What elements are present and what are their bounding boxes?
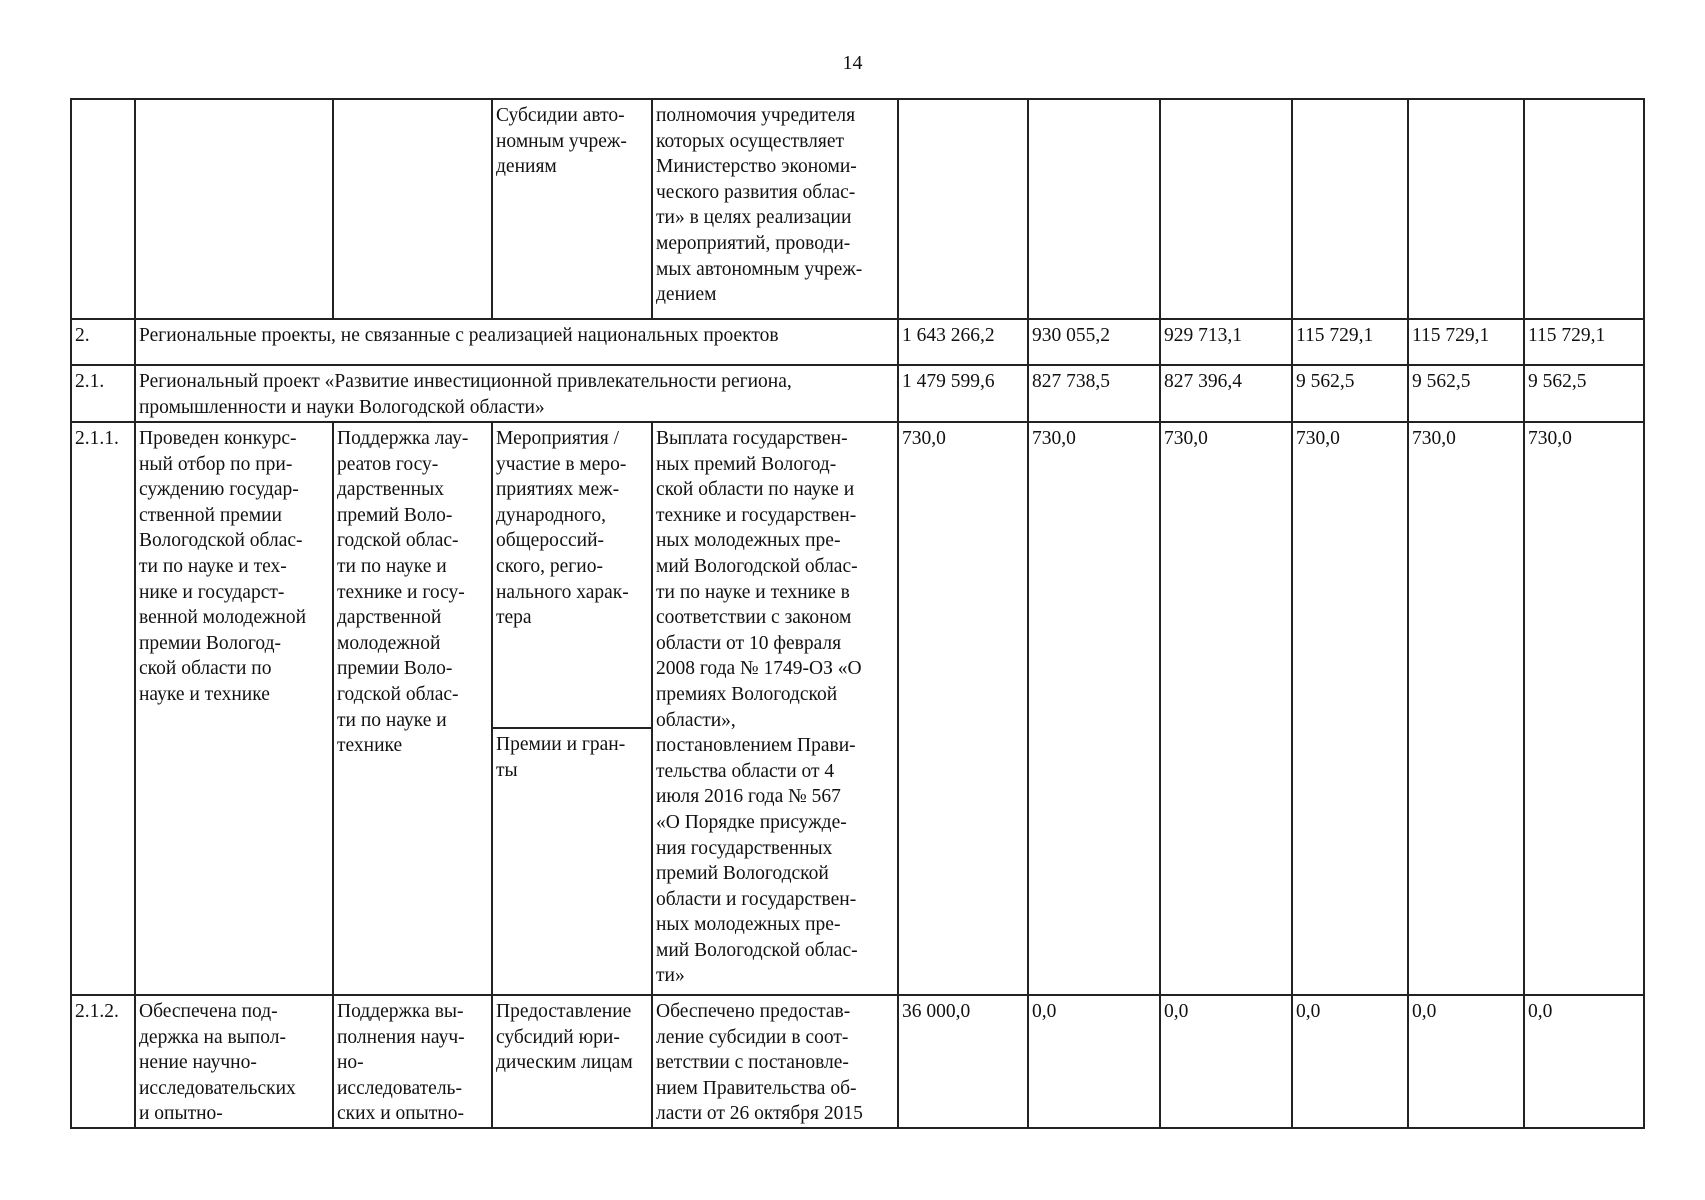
- value-cell: 0,0: [1160, 995, 1292, 1128]
- value-cell: 827 396,4: [1160, 365, 1292, 422]
- value-cell: 930 055,2: [1028, 319, 1160, 365]
- event-description-cell: полномочия учредителя которых осуществляет Министерство экономи- ческого развития облас- ти» в целях реализации мероприятий, проводи- мых автономным учреж- дением: [652, 99, 898, 319]
- value-cell: 730,0: [1524, 422, 1644, 995]
- row-number: 2.1.: [71, 365, 135, 422]
- value-cell: 1 479 599,6: [898, 365, 1028, 422]
- row-number: 2.1.1.: [71, 422, 135, 995]
- value-cell: 9 562,5: [1292, 365, 1408, 422]
- measure-cell: Поддержка лау- реатов госу- дарственных премий Воло- годской облас- ти по науке и технике и госу- дарственной молодежной премии Воло- годской облас- ти по науке и технике: [333, 422, 492, 995]
- event-type-cell: Премии и гран- ты: [492, 728, 652, 995]
- value-cell: 0,0: [1524, 995, 1644, 1128]
- value-cell: 9 562,5: [1408, 365, 1524, 422]
- row-title: Региональные проекты, не связанные с реализацией национальных проектов: [135, 319, 898, 365]
- value-cell: 0,0: [1292, 995, 1408, 1128]
- row-number: 2.1.2.: [71, 995, 135, 1128]
- event-type-cell: Мероприятия / участие в меро- приятиях меж- дународного, общероссий- ского, регио- нального харак- тера: [492, 422, 652, 728]
- value-cell: 1 643 266,2: [898, 319, 1028, 365]
- page-number: 14: [842, 52, 863, 74]
- result-cell: Проведен конкурс- ный отбор по при- суждению государ- ственной премии Вологодской облас- ти по науке и тех- нике и государст- венной молодежной премии Вологод- ской области по науке и технике: [135, 422, 333, 995]
- value-cell: 730,0: [1408, 422, 1524, 995]
- value-cell: 115 729,1: [1524, 319, 1644, 365]
- value-cell: 115 729,1: [1408, 319, 1524, 365]
- result-cell: Обеспечена под- держка на выпол- нение научно- исследовательских и опытно-: [135, 995, 333, 1128]
- value-cell: 730,0: [898, 422, 1028, 995]
- value-cell: 36 000,0: [898, 995, 1028, 1128]
- table-row-continuation: [71, 99, 1644, 319]
- value-cell: 730,0: [1028, 422, 1160, 995]
- table-row-2-1-2: [71, 995, 1644, 1128]
- value-cell: 730,0: [1160, 422, 1292, 995]
- value-cell: 730,0: [1292, 422, 1408, 995]
- budget-table: [70, 98, 1645, 1129]
- table-row-2-1-1: [71, 422, 1644, 728]
- value-cell: 0,0: [1028, 995, 1160, 1128]
- value-cell: 0,0: [1408, 995, 1524, 1128]
- measure-cell: Поддержка вы- полнения науч- но- исследователь- ских и опытно-: [333, 995, 492, 1128]
- value-cell: 827 738,5: [1028, 365, 1160, 422]
- event-type-cell: Предоставление субсидий юри- дическим лицам: [492, 995, 652, 1128]
- event-description-cell: Обеспечено предостав- ление субсидии в соот- ветствии с постановле- нием Правительства об- ласти от 26 октября 2015: [652, 995, 898, 1128]
- value-cell: 9 562,5: [1524, 365, 1644, 422]
- row-number: 2.: [71, 319, 135, 365]
- value-cell: 115 729,1: [1292, 319, 1408, 365]
- table-row-2: [71, 319, 1644, 365]
- event-type-cell: Субсидии авто- номным учреж- дениям: [492, 99, 652, 319]
- table-row-2-1: [71, 365, 1644, 422]
- event-description-cell: Выплата государствен- ных премий Вологод- ской области по науке и технике и государствен- ных молодежных пре- мий Вологодской облас- ти по науке и технике в соответствии с законом области от 10 февраля 2008 года № 1749-ОЗ «О премиях Вологодской области», постановлением Прави- тельства области от 4 июля 2016 года № 567 «О Порядке присужде- ния государственных премий Вологодской области и государствен- ных молодежных пре- мий Вологодской облас- ти»: [652, 422, 898, 995]
- row-title: Региональный проект «Развитие инвестиционной привлекательности региона, промышленности и науки Вологодской области»: [135, 365, 898, 422]
- value-cell: 929 713,1: [1160, 319, 1292, 365]
